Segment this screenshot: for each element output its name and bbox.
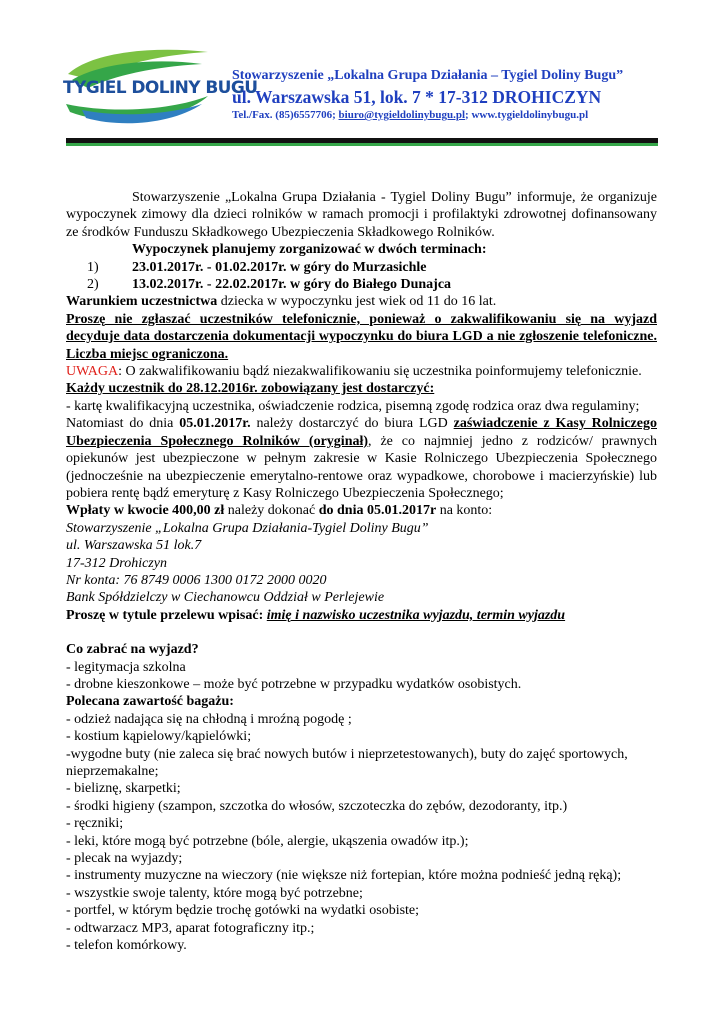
term-item (66, 276, 657, 293)
list-item: - drobne kieszonkowe – może być potrzebne w przypadku wydatków osobistych. (66, 676, 522, 692)
deadline-heading: Każdy uczestnik do 28.12.2016r. zobowiązany jest dostarczyć: (66, 381, 435, 397)
organization-address: ul. Warszawska 51, lok. 7 * 17-312 DROHICZYN (232, 87, 602, 107)
term-text: 13.02.2017r. - 22.02.2017r. w góry do Białego Dunajca (132, 277, 452, 293)
intro-paragraph: Stowarzyszenie „Lokalna Grupa Działania - Tygiel Doliny Bugu” informuje, że organizuje wypoczynek zimowy dla dzieci rolników w ramach promocji i profilaktyki zdrowotnej dofinansowany ze środków Funduszu Składkowego Ubezpieczenia Składkowego Rolników. (66, 190, 657, 240)
term-text: 23.01.2017r. - 01.02.2017r. w góry do Murzasichle (132, 259, 427, 275)
spacer (66, 624, 657, 641)
list-item: - wszystkie swoje talenty, które mogą być potrzebne; (66, 885, 363, 901)
krus-paragraph: Natomiast do dnia 05.01.2017r. należy dostarczyć do biura LGD zaświadczenie z Kasy Rolniczego Ubezpieczenia Społecznego Rolników (oryginał), że co najmniej jedno z rodziców/ prawnych opiekunów jest ubezpieczone w pełnym zakresie w Kasie Rolniczego Ubezpieczenia Społecznego (jednocześnie na ubezpieczenie emerytalno-rentowe oraz wypadkowe, chorobowe i macierzyńskie) lub pobiera rentę bądź emeryturę z Kasy Rolniczego Ubezpieczenia Społecznego; (66, 416, 657, 501)
term-item (66, 259, 657, 276)
account-line: 17-312 Drohiczyn (66, 555, 167, 571)
list-item: - legitymacja szkolna (66, 659, 186, 675)
list-item: - plecak na wyjazdy; (66, 851, 183, 867)
list-item: - telefon komórkowy. (66, 938, 187, 954)
organization-contact (232, 108, 588, 122)
list-item: - środki higieny (szampon, szczotka do włosów, szczoteczka do zębów, dezodoranty, itp.) (66, 798, 568, 814)
luggage-heading: Polecana zawartość bagażu: (66, 694, 234, 710)
term-number: 1) (87, 259, 99, 275)
term-number: 2) (87, 277, 99, 293)
phone-fax: Tel./Fax. (85)6557706; (232, 109, 339, 121)
list-item: - kostium kąpielowy/kąpielówki; (66, 729, 252, 745)
logo-text: TYGIEL DOLINY BUGU (63, 78, 258, 98)
list-item: -wygodne buty (nie zaleca się brać nowych butów i nieprzetestowanych), buty do zajęć sportowych, nieprzemakalne; (66, 746, 628, 779)
list-item: - odtwarzacz MP3, aparat fotograficzny itp.; (66, 920, 315, 936)
account-number: Nr konta: 76 8749 0006 1300 0172 2000 0020 (66, 572, 327, 588)
list-item: - bieliznę, skarpetki; (66, 781, 181, 797)
header-divider-accent (66, 143, 658, 146)
bring-heading: Co zabrać na wyjazd? (66, 642, 199, 658)
notice-paragraph: Proszę nie zgłaszać uczestników telefonicznie, ponieważ o zakwalifikowaniu się na wyjazd decyduje data dostarczenia dokumentacji wypoczynku do biura LGD a nie zgłoszenie telefoniczne. Liczba miejsc ograniczona. (66, 311, 657, 362)
documents-paragraph: - kartę kwalifikacyjną uczestnika, oświadczenie rodzica, pisemną zgodę rodzica oraz dwa regulaminy; (66, 398, 640, 414)
terms-heading: Wypoczynek planujemy zorganizować w dwóch terminach: (132, 242, 487, 258)
condition-paragraph: Warunkiem uczestnictwa dziecka w wypoczynku jest wiek od 11 do 16 lat. (66, 294, 497, 310)
list-item: - portfel, w którym będzie trochę gotówki na wydatki osobiste; (66, 903, 420, 919)
warning-label: UWAGA (66, 364, 119, 380)
announcement-body (66, 189, 657, 954)
website-link[interactable]: www.tygieldolinybugu.pl (471, 109, 589, 121)
bank-name: Bank Spółdzielczy w Ciechanowcu Oddział w Perlejewie (66, 590, 385, 606)
account-line: Stowarzyszenie „Lokalna Grupa Działania-Tygiel Doliny Bugu” (66, 520, 429, 536)
list-item: - leki, które mogą być potrzebne (bóle, alergie, ukąszenia owadów itp.); (66, 833, 469, 849)
organization-name: Stowarzyszenie „Lokalna Grupa Działania – Tygiel Doliny Bugu” (232, 68, 624, 83)
account-line: ul. Warszawska 51 lok.7 (66, 538, 202, 554)
email-link[interactable]: biuro@tygieldolinybugu.pl (338, 109, 466, 121)
list-item: - odzież nadająca się na chłodną i mroźną pogodę ; (66, 711, 352, 727)
transfer-title: Proszę w tytule przelewu wpisać: imię i nazwisko uczestnika wyjazdu, termin wyjazdu (66, 607, 566, 623)
letterhead (0, 0, 724, 160)
warning-paragraph: UWAGA: O zakwalifikowaniu bądź niezakwalifikowaniu się uczestnika poinformujemy telefonicznie. (66, 364, 642, 380)
list-item: - instrumenty muzyczne na wieczory (nie większe niż fortepian, które można podnieść jedną ręką); (66, 868, 622, 884)
list-item: - ręczniki; (66, 816, 124, 832)
payment-paragraph: Wpłaty w kwocie 400,00 zł należy dokonać do dnia 05.01.2017r na konto: (66, 503, 493, 519)
contact-separator: ; (465, 109, 472, 121)
